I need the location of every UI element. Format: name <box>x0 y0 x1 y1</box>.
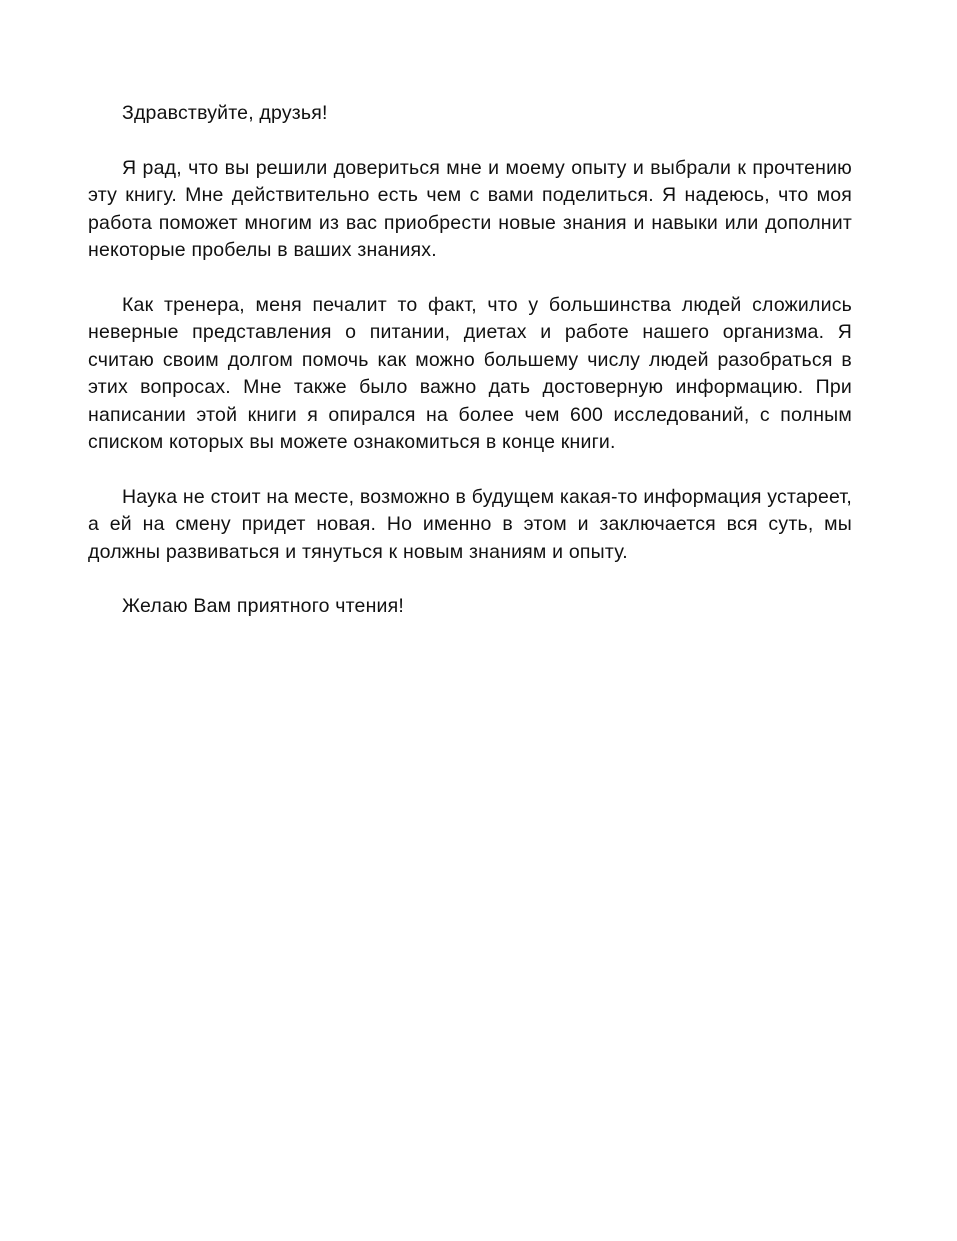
body-paragraph-2: Как тренера, меня печалит то факт, что у большинства людей сложились неверные представления о питании, диетах и работе нашего организма. Я считаю своим долгом помочь как можно большему числу людей разобраться в этих вопросах. Мне также было важно дать достоверную информацию. При написании этой книги я опирался на более чем 600 исследований, с полным списком которых вы можете ознакомиться в конце книги. <box>88 293 852 453</box>
closing-paragraph: Желаю Вам приятного чтения! <box>122 595 405 617</box>
body-paragraph-3: Наука не стоит на месте, возможно в будущем какая-то информация устареет, а ей на смену придет новая. Но именно в этом и заключается вся суть, мы должны развиваться и тянуться к новым знаниям и опыту. <box>88 485 852 563</box>
text-block <box>88 100 852 648</box>
greeting-paragraph: Здравствуйте, друзья! <box>122 102 328 124</box>
body-paragraph-1: Я рад, что вы решили довериться мне и моему опыту и выбрали к прочтению эту книгу. Мне действительно есть чем с вами поделиться. Я надеюсь, что моя работа поможет многим из вас приобрести новые знания и навыки или дополнит некоторые пробелы в ваших знаниях. <box>88 156 852 261</box>
